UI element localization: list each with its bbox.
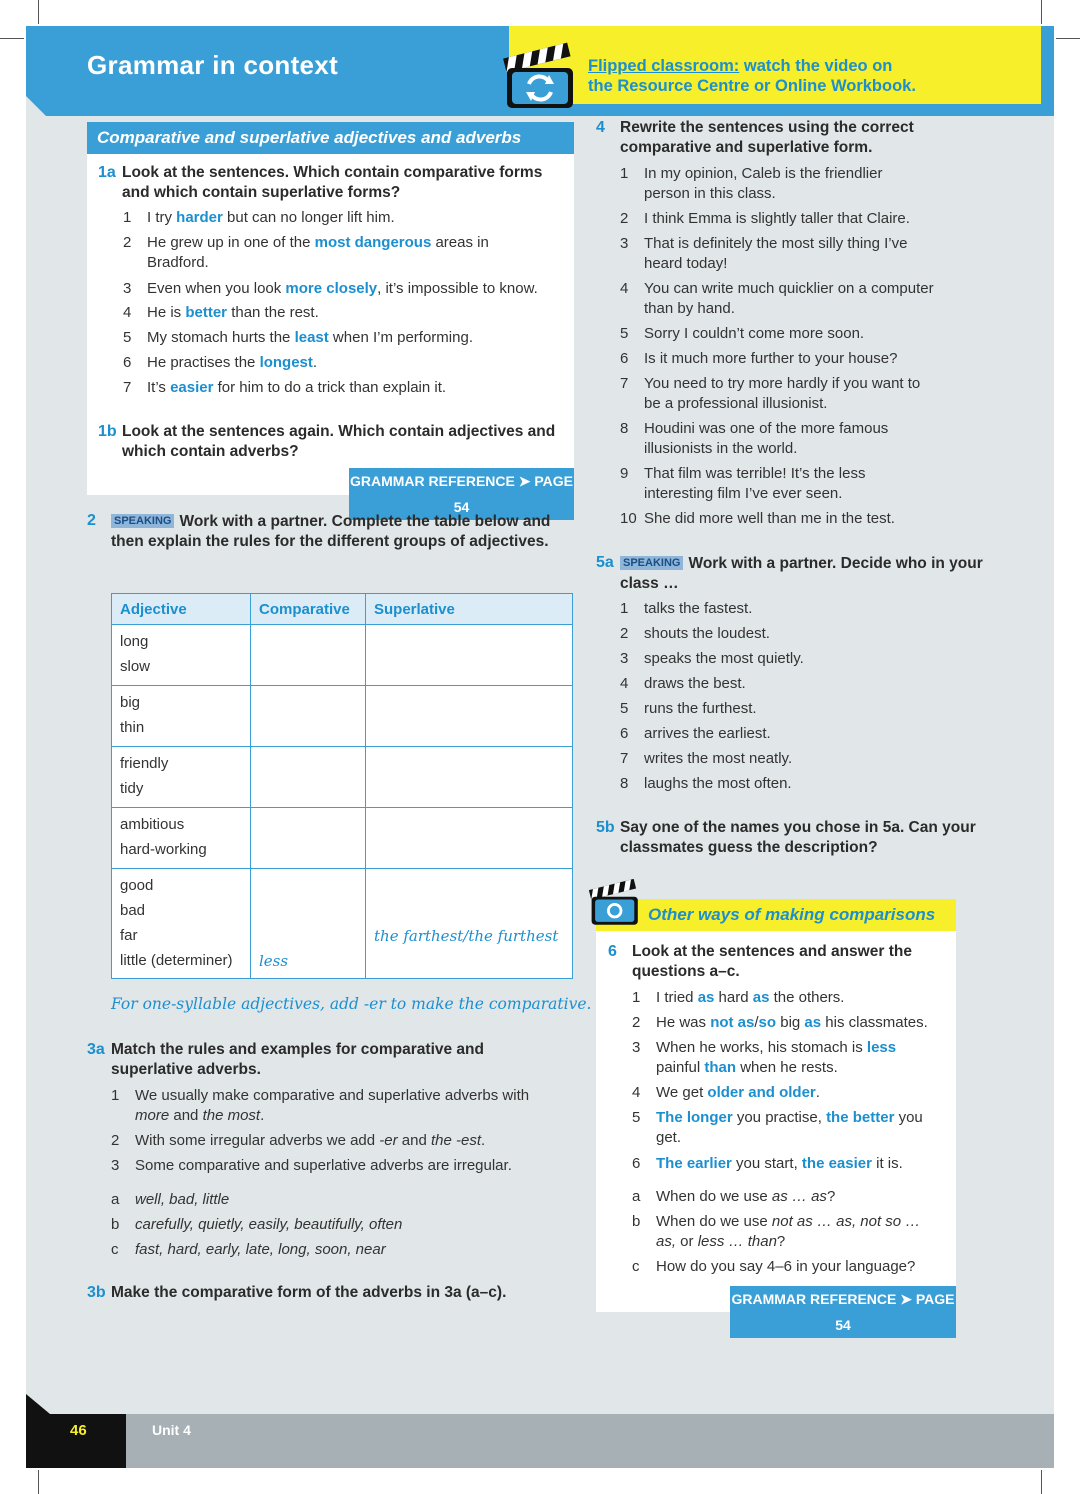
video-clapperboard-icon: [586, 878, 642, 928]
video-clapperboard-icon: [499, 42, 579, 112]
table-header: Comparative: [251, 594, 366, 625]
title-bar-notch: [26, 96, 46, 116]
question-3b: 3b Make the comparative form of the adverbs in 3a (a–c).: [87, 1284, 507, 1301]
rule-note: For one-syllable adjectives, add -er to make the comparative.: [111, 995, 592, 1013]
table-header: Superlative: [366, 594, 573, 625]
speaking-badge: SPEAKING: [111, 514, 174, 528]
answer-cell[interactable]: the farthest/the furthest: [366, 869, 573, 979]
answer-cell[interactable]: less: [251, 869, 366, 979]
question-3a: 3a Match the rules and examples for comparative and superlative adverbs.: [87, 1041, 484, 1078]
answer-cell[interactable]: [366, 625, 573, 686]
crop-mark: [0, 38, 24, 39]
question-5b: 5b Say one of the names you chose in 5a. Can your classmates guess the description?: [596, 819, 976, 856]
speaking-badge: SPEAKING: [620, 556, 683, 570]
answer-cell[interactable]: [366, 808, 573, 869]
section-heading: Other ways of making comparisons: [596, 899, 956, 931]
crop-mark: [1041, 0, 1042, 24]
answer-cell[interactable]: [251, 686, 366, 747]
grammar-reference-link[interactable]: GRAMMAR REFERENCE ➤ PAGE 54: [349, 468, 574, 520]
flipped-classroom-link[interactable]: Flipped classroom:: [588, 57, 740, 75]
table-row: big thin: [112, 686, 573, 747]
unit-label: Unit 4: [152, 1422, 191, 1438]
answer-cell[interactable]: [251, 747, 366, 808]
table-header: Adjective: [112, 594, 251, 625]
page-number: 46: [70, 1422, 87, 1439]
page-title: Grammar in context: [87, 50, 339, 80]
table-row: long slow: [112, 625, 573, 686]
section-heading: Comparative and superlative adjectives and adverbs: [87, 122, 574, 154]
crop-mark: [1056, 38, 1080, 39]
question-4: 4 Rewrite the sentences using the correct comparative and superlative form.: [596, 119, 914, 156]
table-row: good bad far little (determiner) less the farthest/the furthest: [112, 869, 573, 979]
question-5a: 5a SPEAKING Work with a partner. Decide who in your class …: [596, 554, 983, 592]
crop-mark: [1041, 1470, 1042, 1494]
adjective-table: [111, 593, 573, 979]
answer-cell[interactable]: [251, 625, 366, 686]
question-2: 2 SPEAKING Work with a partner. Complete the table below and then explain the rules for the different groups of adjectives.: [87, 512, 551, 550]
answer-cell[interactable]: [366, 747, 573, 808]
footer-bar: [126, 1414, 1054, 1468]
table-row: ambitious hard-working: [112, 808, 573, 869]
footer-tab: [26, 1394, 50, 1414]
question-1b: 1b Look at the sentences again. Which contain adjectives and which contain adverbs?: [98, 423, 556, 460]
answer-cell[interactable]: [366, 686, 573, 747]
flipped-classroom-text: Flipped classroom: watch the video on the Resource Centre or Online Workbook.: [588, 57, 916, 95]
crop-mark: [38, 1470, 39, 1494]
grammar-reference-link[interactable]: GRAMMAR REFERENCE ➤ PAGE 54: [730, 1286, 956, 1338]
question-1a: 1a Look at the sentences. Which contain comparative forms and which contain superlative forms?: [98, 164, 543, 201]
table-row: friendly tidy: [112, 747, 573, 808]
question-6: 6 Look at the sentences and answer the questions a–c.: [608, 943, 912, 980]
textbook-page: Grammar in context Flipped classroom: watch the video on the Resource Centre or Online Workbook. Comparative and superlative adjectives and adverbs 1a Look at the sentences. Which contain comparative forms and which contain superlative forms? 1 I try harder but can no longer lift him. 2 He grew up in one of the most dangerous areas in Bradford. 3 Even when you look more closely, it’s impossible to know. 4 He is better than the rest. 5 My stomach hurts the least when I’m performing. 6 He practises the longest. 7 It’s easier for him to do a trick than explain it. 1b Look at the sentences again. Which contain adjectives and which contain adverbs? GRAMMAR REFERENCE ➤ PAGE 54 2 SPEAKING Work with a partner. Complete the table below and then explain the rules for the different groups of adjectives. Adjective Comparative Superlative long slow big thin friendly tidy ambitious hard-working good bad far little (determiner) less the farthest/the furthest For one-syllable adjectives, add -er to make the comparative. 3a Match the rules and examples for comparative and superlative adverbs. 1 We usually make comparative and superlative adverbs with more and the most. 2 With some irregular adverbs we add -er and the -est. 3 Some comparative and superlative adverbs are irregular. a well, bad, little b carefully, quietly, easily, beautifully, often c fast, hard, early, late, long, soon, near 3b Make the comparative form of the adverbs in 3a (a–c). 4 Rewrite the sentences using the correct comparative and superlative form. 1 In my opinion, Caleb is the friendlier person in this class. 2 I think Emma is slightly taller that Claire. 3 That is definitely the most silly thing I’ve heard today! 4 You can write much quicklier on a computer than by hand. 5 Sorry I couldn’t come more soon. 6 Is it much more further to your house? 7 You need to try more hardly if you want to be a professional illusionist. 8 Houdini was one of the more famous illusionists in the world. 9 That film was terrible! It’s the less interesting film I’ve ever seen. 10 She did more well than me in the test. 5a SPEAKING Work with a partner. Decide who in your class … 1 talks the fastest. 2 shouts the loudest. 3 speaks the most quietly. 4 draws the best. 5 runs the furthest. 6 arrives the earliest. 7 writes the most neatly. 8 laughs the most often. 5b Say one of the names you chose in 5a. Can your classmates guess the description? Other ways of making comparisons 6 Look at the sentences and answer the questions a–c. 1 I tried as hard as the others. 2 He was not as/so big as his classmates. 3 When he works, his stomach is less painful than when he rests. 4 We get older and older. 5 The longer you practise, the better you get. 6 The earlier you start, the easier it is. a When do we use as … as? b When do we use not as … as, not so … as, or less … than? c How do you say 4–6 in your language? GRAMMAR REFERENCE ➤ PAGE 54 46 Unit 4: [26, 26, 1054, 1468]
answer-cell[interactable]: [251, 808, 366, 869]
crop-mark: [38, 0, 39, 24]
banner-edge: [1041, 26, 1054, 104]
